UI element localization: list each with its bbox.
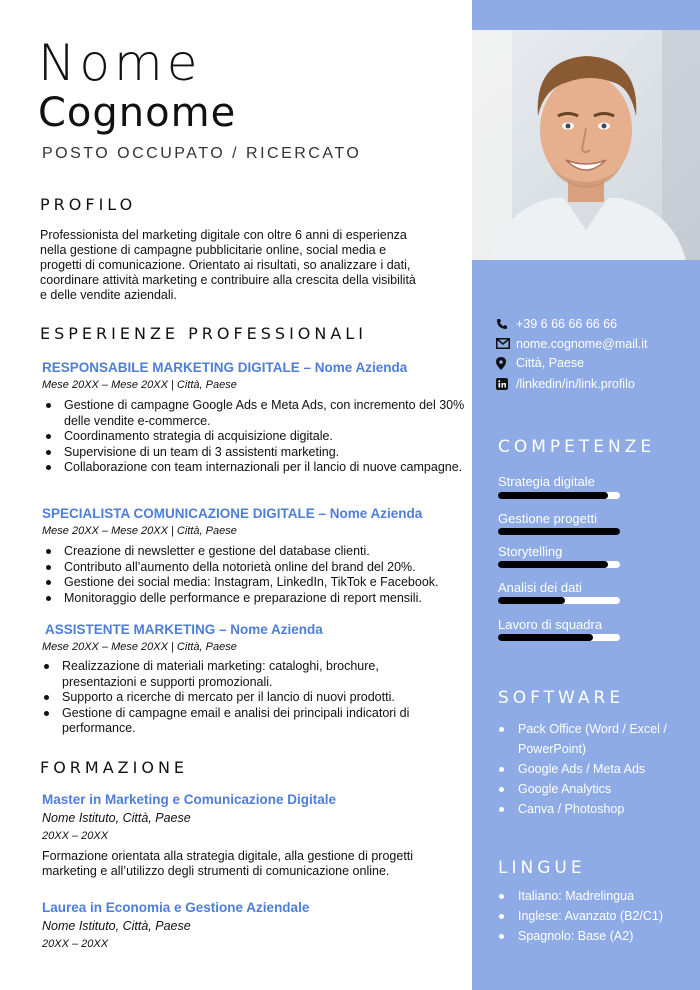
skill-label: Gestione progetti: [498, 511, 598, 526]
profile-line: progetti di comunicazione. Orientato ai risultati, so analizzare i dati,: [40, 258, 411, 272]
skill-label: Storytelling: [498, 544, 563, 559]
list-item: Realizzazione di materiali marketing: cataloghi, brochure, presentazioni e supporti promozionali.: [62, 659, 432, 690]
education-institute-2: Nome Istituto, Città, Paese: [42, 919, 191, 933]
skill-bar-fill: [498, 597, 565, 604]
mail-icon: [496, 338, 510, 349]
education-dates-1: 20XX – 20XX: [42, 830, 109, 842]
languages-list: [498, 886, 700, 946]
profile-heading: PROFILO: [40, 195, 137, 214]
list-item: Supporto a ricerche di mercato per il lancio di nuovi prodotti.: [62, 690, 432, 706]
skill-bar: [498, 528, 620, 535]
experience-heading: ESPERIENZE PROFESSIONALI: [40, 324, 367, 343]
list-item: Gestione di campagne email e analisi dei principali indicatori di performance.: [62, 706, 432, 737]
job-title: POSTO OCCUPATO / RICERCATO: [42, 145, 362, 162]
software-list: [498, 719, 700, 819]
job-title-3: ASSISTENTE MARKETING – Nome Azienda: [45, 622, 323, 637]
education-institute-1: Nome Istituto, Città, Paese: [42, 811, 191, 825]
list-item: Google Ads / Meta Ads: [518, 759, 700, 779]
profile-photo-illustration: [472, 30, 700, 260]
profile-text: [40, 228, 435, 303]
list-item: Supervisione di un team di 3 assistenti marketing.: [64, 445, 484, 461]
education-dates-2: 20XX – 20XX: [42, 938, 109, 950]
list-item: Collaborazione con team internazionali per il lancio di nuove campagne.: [64, 460, 484, 476]
skill-bar: [498, 561, 620, 568]
education-description-line: Formazione orientata alla strategia digitale, alla gestione di progetti: [42, 849, 414, 863]
education-title-1: Master in Marketing e Comunicazione Digitale: [42, 792, 337, 807]
contact-linkedin-text: /linkedin/in/link.profilo: [516, 377, 635, 391]
skill-label: Analisi dei dati: [498, 580, 582, 595]
software-heading: SOFTWARE: [498, 688, 625, 708]
job-title-1: RESPONSABILE MARKETING DIGITALE – Nome Azienda: [42, 360, 408, 375]
skill-label: Lavoro di squadra: [498, 617, 603, 632]
location-pin-icon: [496, 357, 506, 370]
job-meta-3: Mese 20XX – Mese 20XX | Città, Paese: [42, 641, 237, 653]
linkedin-icon: [496, 378, 508, 390]
skills-heading: COMPETENZE: [498, 437, 656, 457]
skill-label: Strategia digitale: [498, 474, 595, 489]
list-item: Creazione di newsletter e gestione del database clienti.: [64, 544, 489, 560]
job-title-2: SPECIALISTA COMUNICAZIONE DIGITALE – Nome Azienda: [42, 506, 423, 521]
list-item: Contributo all’aumento della notorietà online del brand del 20%.: [64, 560, 489, 576]
contact-phone-text: +39 6 66 66 66 66: [516, 317, 618, 331]
profile-line: e delle vendite aziendali.: [40, 288, 177, 302]
skill-bar-fill: [498, 492, 608, 499]
job-bullets-2: [42, 544, 489, 606]
contact-email-text: nome.cognome@mail.it: [516, 337, 648, 351]
first-name: Nome: [38, 34, 202, 92]
sidebar-top-band: [472, 0, 700, 30]
skill-bar-fill: [498, 561, 608, 568]
list-item: Italiano: Madrelingua: [518, 886, 700, 906]
list-item: Gestione di campagne Google Ads e Meta Ads, con incremento del 30% delle vendite e-commerce.: [64, 398, 484, 429]
education-title-2: Laurea in Economia e Gestione Aziendale: [42, 900, 310, 915]
list-item: Inglese: Avanzato (B2/C1): [518, 906, 700, 926]
sidebar: [472, 0, 700, 990]
list-item: Pack Office (Word / Excel / PowerPoint): [518, 719, 700, 759]
skill-bar: [498, 597, 620, 604]
skill-bar-fill: [498, 528, 620, 535]
job-meta-1: Mese 20XX – Mese 20XX | Città, Paese: [42, 379, 237, 391]
list-item: Gestione dei social media: Instagram, LinkedIn, TikTok e Facebook.: [64, 575, 489, 591]
skill-bar: [498, 492, 620, 499]
profile-line: Professionista del marketing digitale con oltre 6 anni di esperienza: [40, 228, 407, 242]
languages-heading: LINGUE: [498, 858, 586, 878]
list-item: Google Analytics: [518, 779, 700, 799]
list-item: Canva / Photoshop: [518, 799, 700, 819]
profile-line: coordinare attività marketing e contribuire alla crescita della visibilità: [40, 273, 416, 287]
skill-bar: [498, 634, 620, 641]
profile-line: nella gestione di campagne pubblicitarie online, social media e: [40, 243, 387, 257]
list-item: Spagnolo: Base (A2): [518, 926, 700, 946]
education-heading: FORMAZIONE: [40, 758, 189, 777]
list-item: Monitoraggio delle performance e preparazione di report mensili.: [64, 591, 489, 607]
phone-icon: [496, 318, 508, 330]
last-name: Cognome: [38, 90, 237, 136]
list-item: Coordinamento strategia di acquisizione digitale.: [64, 429, 484, 445]
education-description-1: [42, 849, 462, 879]
skill-bar-fill: [498, 634, 593, 641]
education-description-line: marketing e all’utilizzo degli strumenti di comunicazione online.: [42, 864, 390, 878]
contact-location-text: Città, Paese: [516, 356, 585, 370]
job-meta-2: Mese 20XX – Mese 20XX | Città, Paese: [42, 525, 237, 537]
profile-photo: [472, 30, 700, 260]
job-bullets-1: [42, 398, 484, 476]
job-bullets-3: [40, 659, 432, 737]
